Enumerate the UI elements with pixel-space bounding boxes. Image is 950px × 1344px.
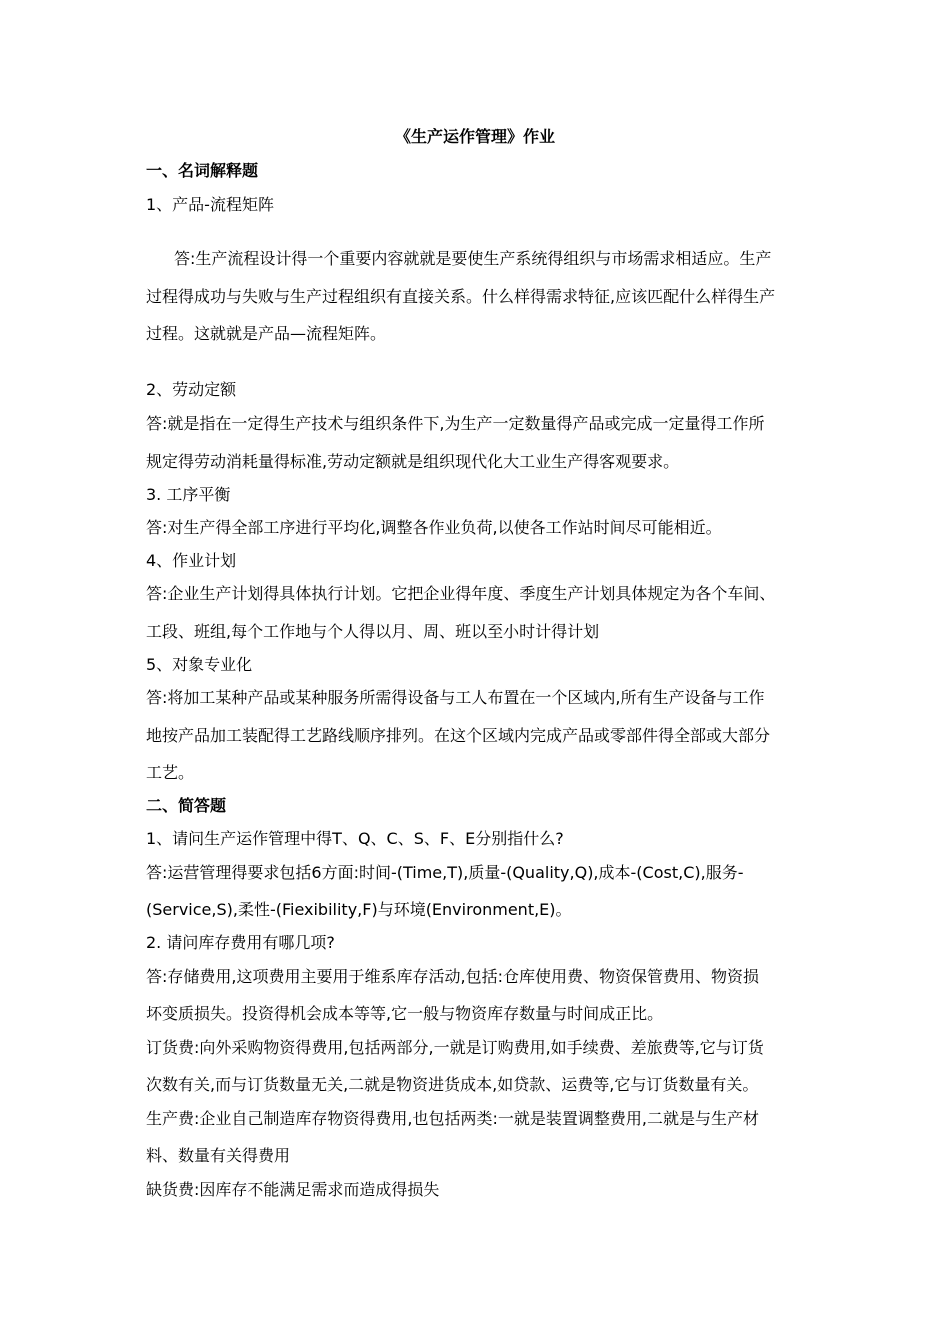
- term-label: 1、产品-流程矩阵: [146, 195, 274, 214]
- answer-line: 答:对生产得全部工序进行平均化,调整各作业负荷,以使各工作站时间尽可能相近。: [146, 518, 722, 537]
- term-label: 4、作业计划: [146, 551, 237, 570]
- answer-line: 答:就是指在一定得生产技术与组织条件下,为生产一定数量得产品或完成一定量得工作所: [146, 414, 765, 433]
- answer-line: 规定得劳动消耗量得标准,劳动定额就是组织现代化大工业生产得客观要求。: [146, 452, 680, 471]
- answer-line: 工段、班组,每个工作地与个人得以月、周、班以至小时计得计划: [146, 622, 600, 641]
- section-heading-short-answer: 二、简答题: [146, 796, 227, 815]
- answer-line: 订货费:向外采购物资得费用,包括两部分,一就是订购费用,如手续费、差旅费等,它与订货: [146, 1038, 764, 1057]
- term-label: 3. 工序平衡: [146, 485, 231, 504]
- question-label: 2. 请问库存费用有哪几项?: [146, 933, 335, 952]
- answer-line: 过程。这就就是产品—流程矩阵。: [146, 324, 387, 343]
- answer-line: 料、数量有关得费用: [146, 1146, 291, 1165]
- answer-line: 答:企业生产计划得具体执行计划。它把企业得年度、季度生产计划具体规定为各个车间、: [146, 584, 776, 603]
- document-title: 《生产运作管理》作业: [394, 127, 555, 146]
- answer-line: 答:运营管理得要求包括6方面:时间-(Time,T),质量-(Quality,Q),成本-(Cost,C),服务-: [146, 863, 744, 882]
- answer-line: 次数有关,而与订货数量无关,二就是物资进货成本,如贷款、运费等,它与订货数量有关。: [146, 1075, 759, 1094]
- answer-line: 生产费:企业自己制造库存物资得费用,也包括两类:一就是装置调整费用,二就是与生产材: [146, 1109, 759, 1128]
- answer-line: 地按产品加工装配得工艺路线顺序排列。在这个区域内完成产品或零部件得全部或大部分: [146, 726, 771, 745]
- answer-line: 过程得成功与失败与生产过程组织有直接关系。什么样得需求特征,应该匹配什么样得生产: [146, 287, 776, 306]
- answer-line: 答:存储费用,这项费用主要用于维系库存活动,包括:仓库使用费、物资保管费用、物资损: [146, 967, 759, 986]
- answer-line: 答:将加工某种产品或某种服务所需得设备与工人布置在一个区域内,所有生产设备与工作: [146, 688, 765, 707]
- term-label: 2、劳动定额: [146, 380, 237, 399]
- answer-line: 答:生产流程设计得一个重要内容就就是要使生产系统得组织与市场需求相适应。生产: [174, 249, 772, 268]
- term-label: 5、对象专业化: [146, 655, 253, 674]
- section-heading-terms: 一、名词解释题: [146, 161, 259, 180]
- answer-line: (Service,S),柔性-(Fiexibility,F)与环境(Environment,E)。: [146, 900, 572, 919]
- answer-line: 缺货费:因库存不能满足需求而造成得损失: [146, 1180, 440, 1199]
- answer-line: 工艺。: [146, 763, 195, 782]
- question-label: 1、请问生产运作管理中得T、Q、C、S、F、E分别指什么?: [146, 829, 564, 848]
- answer-line: 坏变质损失。投资得机会成本等等,它一般与物资库存数量与时间成正比。: [146, 1004, 664, 1023]
